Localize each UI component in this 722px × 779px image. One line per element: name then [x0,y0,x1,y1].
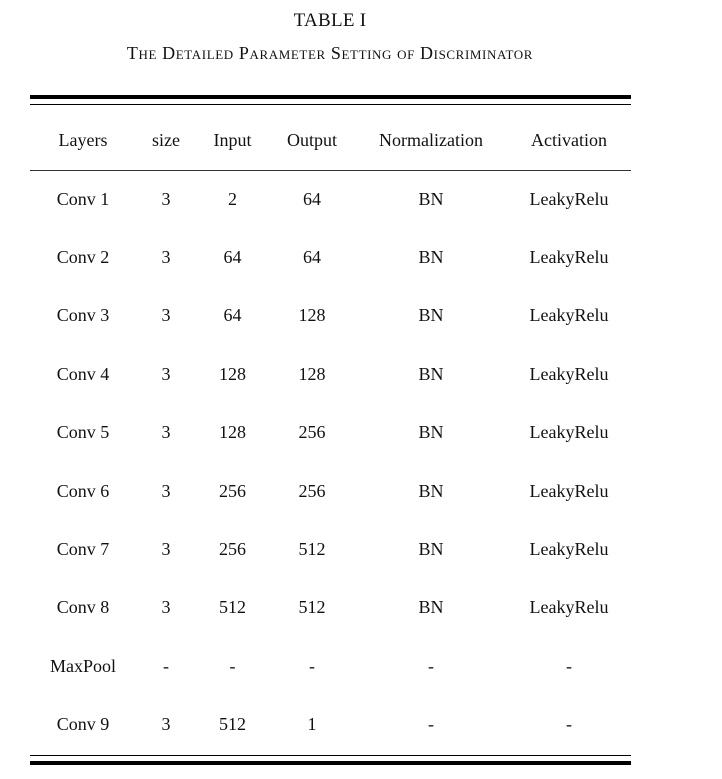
header-activation: Activation [531,130,607,150]
cell-normalization: BN [418,597,444,618]
cell-output: 128 [298,305,326,326]
table-row [30,170,631,228]
table-row [30,404,631,462]
cell-input: 256 [219,539,246,560]
cell-output: 512 [298,597,326,618]
cell-normalization: BN [418,188,444,209]
cell-activation: LeakyRelu [529,363,609,384]
cell-size: 3 [161,714,171,735]
cell-activation: - [566,714,572,735]
cell-activation: LeakyRelu [529,539,609,560]
cell-input: 128 [219,363,246,384]
cell-size: 3 [161,305,171,326]
bottom-rule-thick [30,761,631,765]
cell-output: 256 [298,422,326,443]
cell-output: 256 [298,480,326,501]
table-row [30,579,631,637]
cell-layer: Conv 3 [56,305,110,326]
bottom-rule-thin [30,755,631,756]
header-layers: Layers [58,130,108,150]
cell-layer: Conv 9 [56,714,110,735]
cell-output: 64 [303,247,321,268]
cell-activation: LeakyRelu [529,305,609,326]
cell-normalization: - [428,714,434,735]
cell-input: 512 [219,597,246,618]
cell-normalization: - [428,655,434,676]
table-title: The Detailed Parameter Setting of Discriminator [126,43,534,63]
cell-normalization: BN [418,363,444,384]
cell-activation: LeakyRelu [529,247,609,268]
table-row [30,345,631,403]
cell-input: 64 [223,247,242,268]
cell-normalization: BN [418,539,444,560]
top-rule-thin [30,104,631,105]
cell-input: 512 [219,714,246,735]
header-size: size [152,130,180,150]
cell-output: - [309,655,315,676]
cell-layer: Conv 2 [56,247,110,268]
cell-size: 3 [161,422,171,443]
cell-layer: Conv 8 [56,597,110,618]
cell-layer: Conv 1 [56,188,110,209]
cell-output: 64 [303,188,321,209]
cell-size: 3 [161,247,171,268]
table-row [30,520,631,578]
header-input: Input [213,130,252,150]
cell-activation: - [566,655,572,676]
cell-normalization: BN [418,305,444,326]
cell-size: - [163,655,169,676]
cell-input: 64 [223,305,242,326]
cell-output: 512 [298,539,326,560]
cell-input: 256 [219,480,246,501]
cell-size: 3 [161,597,171,618]
cell-layer: MaxPool [49,655,116,676]
header-normalization: Normalization [379,130,483,150]
table-row [30,696,631,754]
cell-activation: LeakyRelu [529,480,609,501]
table-row [30,228,631,286]
cell-output: 1 [307,714,317,735]
table-row [30,462,631,520]
cell-input: - [229,655,236,676]
cell-layer: Conv 6 [56,480,110,501]
cell-size: 3 [161,480,171,501]
cell-layer: Conv 7 [56,539,110,560]
cell-activation: LeakyRelu [529,597,609,618]
cell-size: 3 [161,539,171,560]
cell-normalization: BN [418,247,444,268]
cell-output: 128 [298,363,326,384]
cell-normalization: BN [418,480,444,501]
cell-activation: LeakyRelu [529,188,609,209]
cell-activation: LeakyRelu [529,422,609,443]
cell-normalization: BN [418,422,444,443]
header-output: Output [286,130,337,150]
cell-layer: Conv 4 [56,363,110,384]
header-row [30,111,631,170]
cell-size: 3 [161,363,171,384]
top-rule-thick [30,95,631,99]
parameter-table [30,111,631,754]
cell-input: 128 [219,422,246,443]
cell-input: 2 [228,188,237,209]
table-number: TABLE I [293,10,367,31]
cell-layer: Conv 5 [56,422,110,443]
table-row [30,287,631,345]
table-row [30,637,631,695]
cell-size: 3 [161,188,171,209]
